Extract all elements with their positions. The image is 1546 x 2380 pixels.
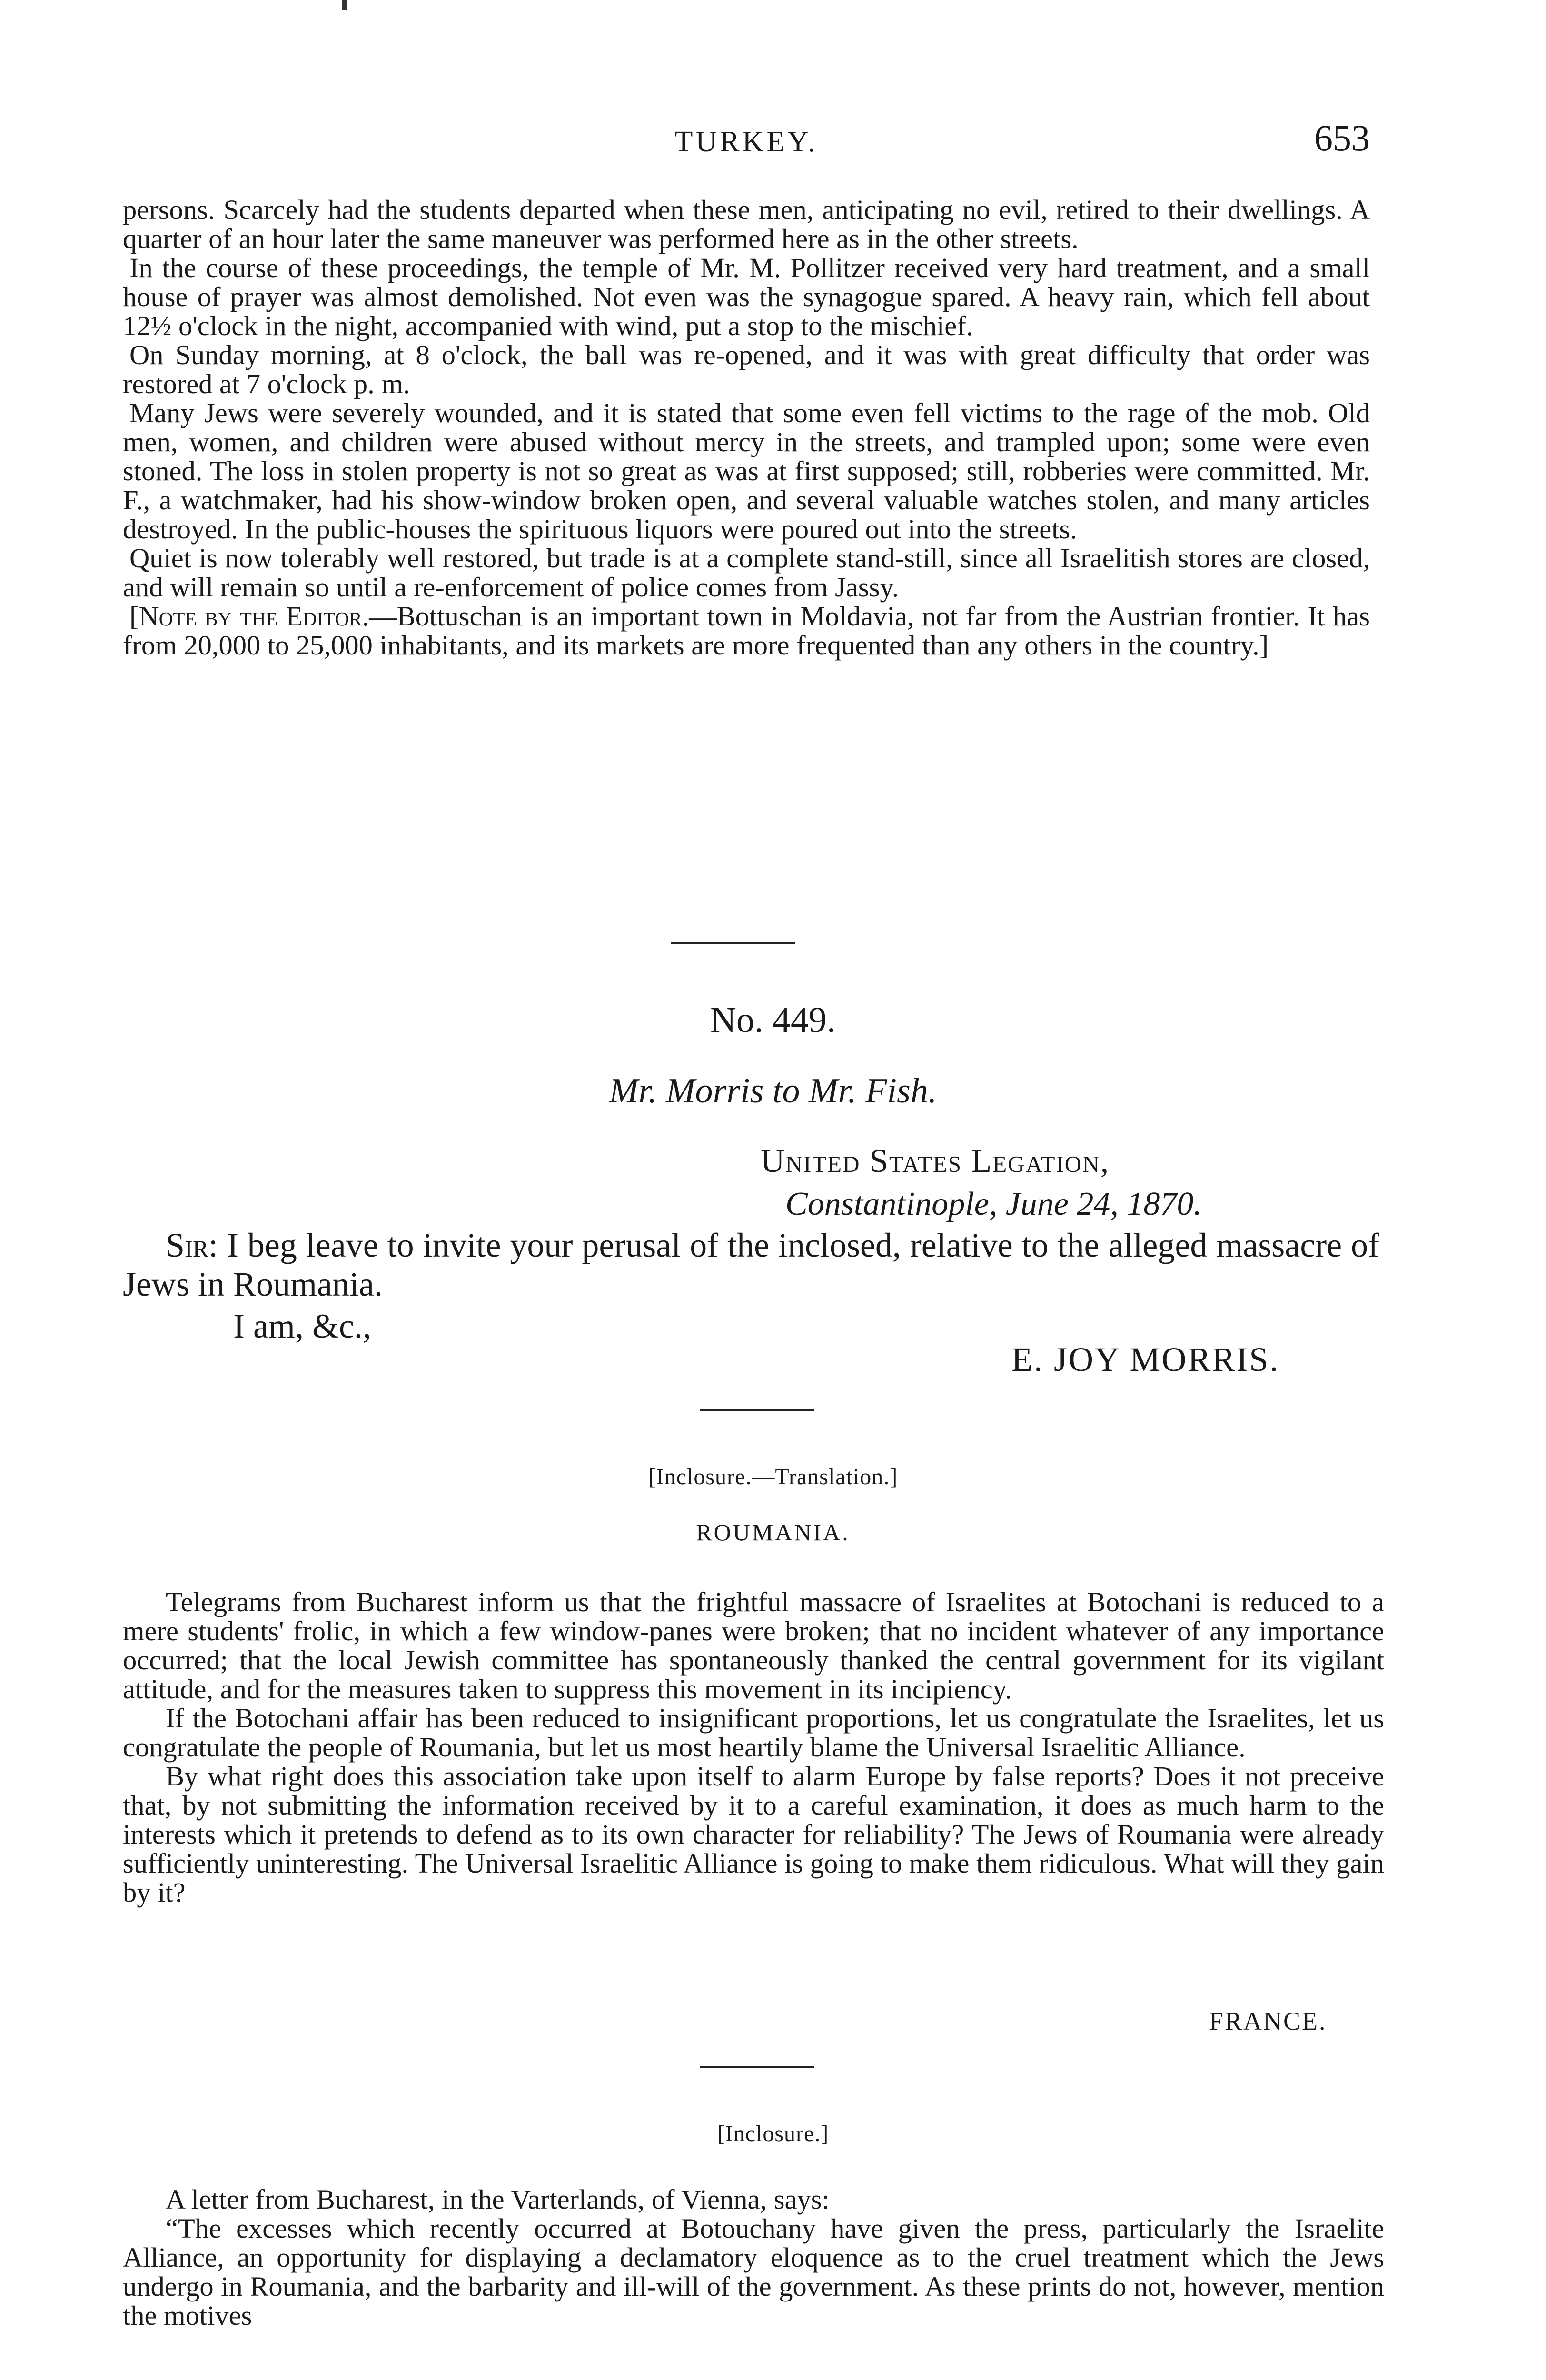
paragraph: In the course of these proceedings, the temple of Mr. M. Pollitzer received very hard treatment, and a small house of prayer was almost demolished. Not even was the synagogue spared. A heavy rain, which fell about 12½ o'clock in the night, accompanied with wind, put a stop to the mischief. <box>123 252 1370 341</box>
inclosure-label: [Inclosure.—Translation.] <box>648 1464 898 1489</box>
attribution: FRANCE. <box>1209 2007 1327 2035</box>
editor-note-text: —Bottuschan is an important town in Moldavia, not far from the Austrian frontier. It has from 20,000 to 25,000 inhabitants, and its markets are more frequented than any others in the country.] <box>123 601 1370 661</box>
inclosure-1-body <box>123 1587 1384 1907</box>
letter-text: I beg leave to invite your perusal of the inclosed, relative to the alleged massacre of Jews in Roumania. <box>123 1226 1380 1303</box>
inclosure-2-body <box>123 2185 1384 2330</box>
letter-body <box>123 1226 1379 1304</box>
section-rule <box>700 2066 814 2068</box>
paragraph: Quiet is now tolerably well restored, but trade is at a complete stand-still, since all Israelitish stores are closed, and will remain so until a re-enforcement of police comes from Jassy. <box>123 543 1370 603</box>
place-date: Constantinople, June 24, 1870. <box>785 1186 1202 1222</box>
paragraph: “The excesses which recently occurred at Botouchany have given the press, particularly the Israelite Alliance, an opportunity for displaying a declamatory eloquence as to the cruel treatment which the Jews undergo in Roumania, and the barbarity and ill-will of the government. As these prints do not, however, mention the motives <box>123 2213 1384 2331</box>
section-rule <box>671 942 795 944</box>
top-section <box>123 195 1370 660</box>
section-rule <box>700 1409 814 1411</box>
salutation: Sir: <box>166 1226 218 1264</box>
closing: I am, &c., <box>233 1307 371 1345</box>
page-header <box>123 117 1370 169</box>
paragraph: On Sunday morning, at 8 o'clock, the ball was re-opened, and it was with great difficulty that order was restored at 7 o'clock p. m. <box>123 339 1370 399</box>
print-mark <box>342 0 347 10</box>
running-title: TURKEY. <box>674 126 818 158</box>
paragraph: persons. Scarcely had the students departed when these men, anticipating no evil, retired to their dwellings. A quarter of an hour later the same maneuver was performed here as in the other streets. <box>123 194 1370 254</box>
document-number: No. 449. <box>710 1000 836 1040</box>
document-subtitle: Mr. Morris to Mr. Fish. <box>609 1071 937 1111</box>
paragraph: If the Botochani affair has been reduced to insignificant proportions, let us congratulate the Israelites, let us congratulate the people of Roumania, but let us most heartily blame the Universal Israelitic Alliance. <box>123 1703 1384 1763</box>
page-number: 653 <box>1314 117 1370 159</box>
section-heading: ROUMANIA. <box>696 1519 850 1546</box>
paragraph: Many Jews were severely wounded, and it is stated that some even fell victims to the rage of the mob. Old men, women, and children were abused without mercy in the streets, and trampled upon; some were even stoned. The loss in stolen property is not so great as was at first supposed; still, robberies were committed. Mr. F., a watchmaker, had his show-window broken open, and several valuable watches stolen, and many articles destroyed. In the public-houses the spirituous liquors were poured out into the streets. <box>123 397 1370 545</box>
signature: E. JOY MORRIS. <box>1011 1340 1280 1378</box>
paragraph: A letter from Bucharest, in the Varterlands, of Vienna, says: <box>166 2184 830 2215</box>
inclosure-label: [Inclosure.] <box>717 2121 829 2146</box>
editor-note-label: Note by the Editor. <box>139 601 369 632</box>
paragraph: Telegrams from Bucharest inform us that the frightful massacre of Israelites at Botochani is reduced to a mere students' frolic, in which a few window-panes were broken; that no incident whatever of any importance occurred; that the local Jewish committee has spontaneously thanked the central government for its vigilant attitude, and for the measures taken to suppress this movement in its incipiency. <box>123 1587 1384 1705</box>
paragraph: By what right does this association take upon itself to alarm Europe by false reports? Does it not preceive that, by not submitting the information received by it to a careful examination, it does as much harm to the interests which it pretends to defend as to its own character for reliability? The Jews of Roumania were already sufficiently uninteresting. The Universal Israelitic Alliance is going to make them ridiculous. What will they gain by it? <box>123 1761 1384 1908</box>
legation-heading: United States Legation, <box>761 1143 1110 1180</box>
editor-note: [Note by the Editor.—Bottuschan is an important town in Moldavia, not far from the Austrian frontier. It has from 20,000 to 25,000 inhabitants, and its markets are more frequented than any others in the country.] <box>123 601 1370 661</box>
